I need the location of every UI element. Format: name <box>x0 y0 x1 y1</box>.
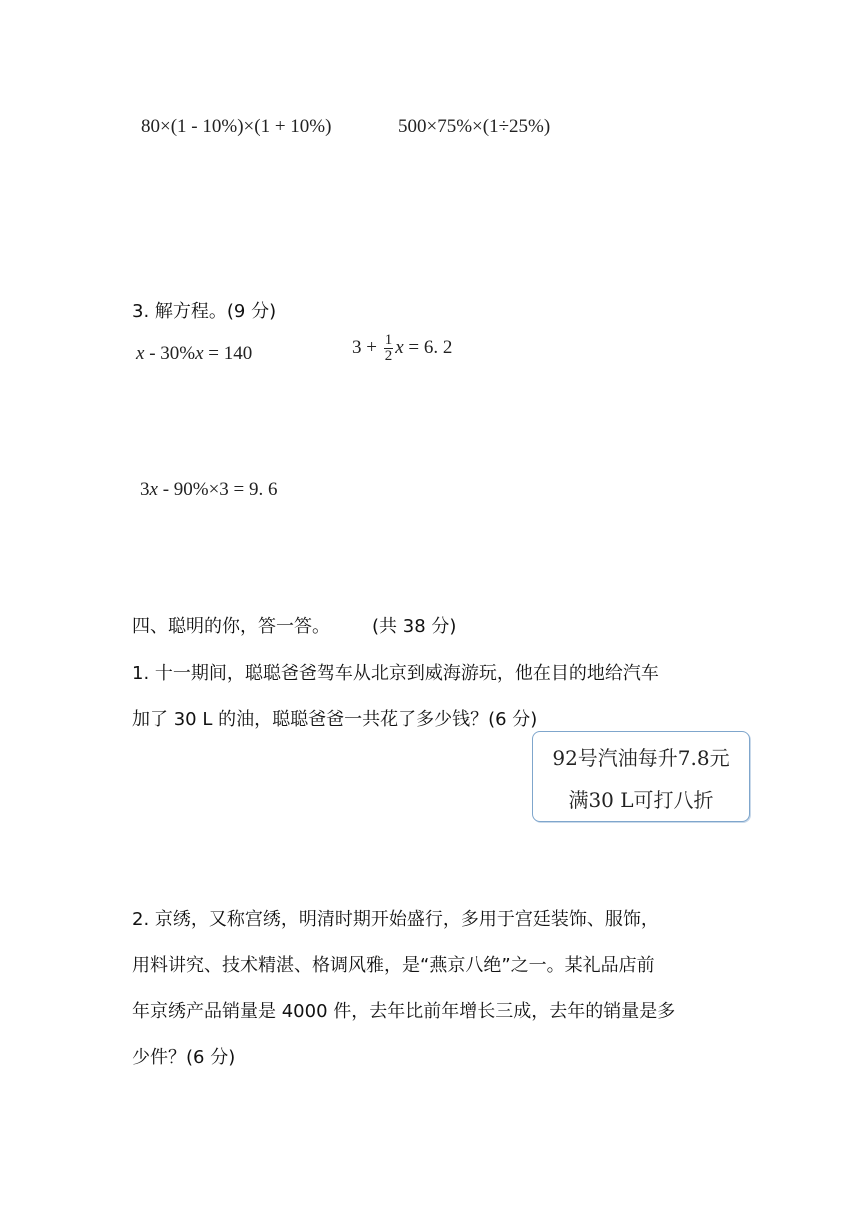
equation-3-tail: - 90%×3 = 9. 6 <box>157 479 278 500</box>
equation-1-mid: - 30% <box>144 343 196 364</box>
expression-2: 500×75%×(1÷25%) <box>398 116 551 137</box>
variable-x: x <box>149 479 158 500</box>
variable-x: x <box>136 343 145 364</box>
part-4-points: (共 38 分) <box>372 616 457 637</box>
expression-1: 80×(1 - 10%)×(1 + 10%) <box>141 116 332 137</box>
equation-3-lead: 3 <box>140 479 150 500</box>
fraction-numerator: 1 <box>384 332 393 348</box>
equation-2 <box>352 333 452 364</box>
question-2-line-2: 用料讲究、技术精湛、格调风雅，是“燕京八绝”之一。某礼品店前 <box>132 955 655 976</box>
question-1-line-2: 加了 30 L 的油，聪聪爸爸一共花了多少钱？(6 分) <box>132 709 538 730</box>
equation-3 <box>140 479 278 501</box>
part-4-heading: 四、聪明的你，答一答。 <box>132 616 330 637</box>
section-3-heading: 3. 解方程。(9 分) <box>132 301 277 322</box>
fraction-half <box>384 333 394 364</box>
question-2-line-3: 年京绣产品销量是 4000 件，去年比前年增长三成，去年的销量是多 <box>132 1001 676 1022</box>
notice-line-2: 满30 L可打八折 <box>568 788 714 812</box>
equation-1 <box>136 343 252 365</box>
variable-x: x <box>395 336 404 358</box>
question-2-line-4: 少件？(6 分) <box>132 1047 236 1068</box>
notice-line-1: 92号汽油每升7.8元 <box>552 746 730 770</box>
fraction-denominator: 2 <box>384 348 393 364</box>
fuel-price-notice <box>532 731 750 822</box>
question-1-line-1: 1. 十一期间，聪聪爸爸驾车从北京到威海游玩，他在目的地给汽车 <box>132 663 659 684</box>
equation-2-lead: 3 + <box>352 336 382 358</box>
equation-2-tail: = 6. 2 <box>403 336 453 358</box>
equation-1-tail: = 140 <box>203 343 253 364</box>
variable-x: x <box>195 343 204 364</box>
question-2-line-1: 2. 京绣，又称宫绣，明清时期开始盛行，多用于宫廷装饰、服饰， <box>132 909 659 930</box>
